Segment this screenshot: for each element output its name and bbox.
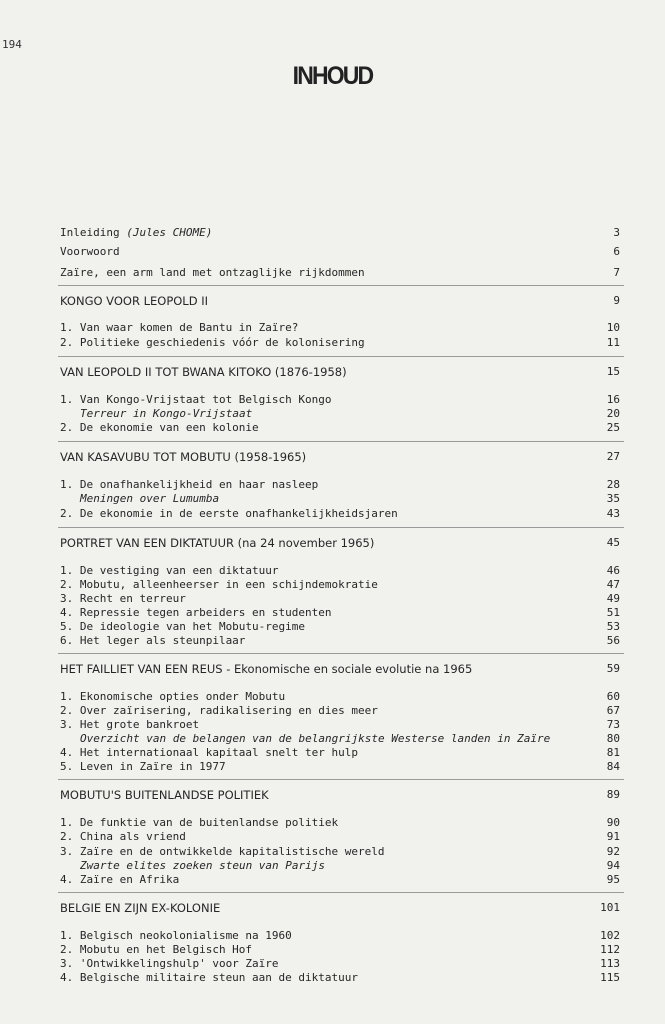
toc-entry-page: 113 <box>600 957 620 970</box>
section-page: 89 <box>606 788 620 801</box>
section-page: 27 <box>606 450 620 463</box>
toc-entry-page: 43 <box>606 507 620 520</box>
toc-entry-page: 28 <box>606 478 620 491</box>
toc-entry-title: 3. Het grote bankroet <box>60 718 200 731</box>
page-number: 194 <box>2 38 22 51</box>
toc-section-heading <box>60 661 620 677</box>
toc-section-heading <box>60 364 620 380</box>
section-page: 15 <box>606 365 620 378</box>
section-title: VAN LEOPOLD II TOT BWANA KITOKO (1876-1958) <box>60 365 347 379</box>
toc-entry-title: 2. Mobutu en het Belgisch Hof <box>60 943 253 956</box>
toc-entry-page: 115 <box>600 971 620 984</box>
toc-entry-title: 1. De onafhankelijkheid en haar nasleep <box>60 478 319 491</box>
toc-entry-page: 84 <box>606 760 620 773</box>
toc-entry <box>60 335 620 351</box>
section-title: HET FAILLIET VAN EEN REUS - Ekonomische en sociale evolutie na 1965 <box>60 662 473 676</box>
toc-entry-page: 7 <box>613 266 620 279</box>
page-title: INHOUD <box>292 62 373 90</box>
divider <box>58 892 624 893</box>
toc-entry-title: 4. Zaïre en Afrika <box>60 873 180 886</box>
toc-entry-title: 1. Belgisch neokolonialisme na 1960 <box>60 929 292 942</box>
toc-entry <box>60 633 620 649</box>
toc-entry-page: 10 <box>606 321 620 334</box>
toc-entry-page: 60 <box>606 690 620 703</box>
toc-section-heading <box>60 293 620 309</box>
toc-entry-page: 49 <box>606 592 620 605</box>
toc-entry-author: (Jules CHOME) <box>126 226 213 239</box>
toc-entry-page: 6 <box>613 245 620 258</box>
toc-entry <box>60 759 620 775</box>
section-page: 59 <box>606 662 620 675</box>
divider <box>58 653 624 654</box>
divider <box>58 285 624 286</box>
toc-entry-title: 1. De vestiging van een diktatuur <box>60 564 279 577</box>
toc-entry-title: Zwarte elites zoeken steun van Parijs <box>80 859 326 872</box>
toc-entry <box>60 506 620 522</box>
section-title: PORTRET VAN EEN DIKTATUUR (na 24 november 1965) <box>60 536 375 550</box>
toc-entry-title: 2. China als vriend <box>60 830 186 843</box>
toc-entry-title: Voorwoord <box>60 245 120 258</box>
toc-entry-page: 16 <box>606 393 620 406</box>
section-page: 101 <box>600 901 620 914</box>
toc-entry-title: 3. 'Ontwikkelingshulp' voor Zaïre <box>60 957 279 970</box>
toc-entry-title: 4. Het internationaal kapitaal snelt ter hulp <box>60 746 359 759</box>
toc-entry <box>60 320 620 336</box>
toc-entry-page: 53 <box>606 620 620 633</box>
section-title: KONGO VOOR LEOPOLD II <box>60 294 209 308</box>
toc-entry-title: 6. Het leger als steunpilaar <box>60 634 246 647</box>
toc-entry <box>60 491 620 507</box>
toc-entry-page: 112 <box>600 943 620 956</box>
toc-entry <box>60 970 620 986</box>
toc-entry <box>60 829 620 845</box>
toc-entry-page: 25 <box>606 421 620 434</box>
section-title: BELGIE EN ZIJN EX-KOLONIE <box>60 901 221 915</box>
toc-entry-page: 73 <box>606 718 620 731</box>
divider <box>58 441 624 442</box>
toc-entry-title: 5. De ideologie van het Mobutu-regime <box>60 620 306 633</box>
toc-entry-page: 92 <box>606 845 620 858</box>
toc-section-heading <box>60 535 620 551</box>
toc-section-heading <box>60 787 620 803</box>
toc-entry-title: 1. Ekonomische opties onder Mobutu <box>60 690 286 703</box>
toc-entry <box>60 872 620 888</box>
toc-entry-page: 80 <box>606 732 620 745</box>
toc-entry <box>60 225 620 241</box>
divider <box>58 356 624 357</box>
toc-entry-page: 46 <box>606 564 620 577</box>
section-page: 9 <box>613 294 620 307</box>
section-page: 45 <box>606 536 620 549</box>
toc-entry-page: 67 <box>606 704 620 717</box>
toc-entry-title: 1. De funktie van de buitenlandse politiek <box>60 816 339 829</box>
toc-entry <box>60 265 620 281</box>
toc-entry-page: 91 <box>606 830 620 843</box>
toc-entry-title: 1. Van Kongo-Vrijstaat tot Belgisch Kongo <box>60 393 332 406</box>
toc-entry-title: 2. Over zaïrisering, radikalisering en dies meer <box>60 704 378 717</box>
toc-entry-title: 1. Van waar komen de Bantu in Zaïre? <box>60 321 299 334</box>
divider <box>58 779 624 780</box>
toc-entry-title: Terreur in Kongo-Vrijstaat <box>80 407 253 420</box>
toc-entry-title: 2. De ekonomie van een kolonie <box>60 421 259 434</box>
toc-entry-title: Meningen over Lumumba <box>80 492 220 505</box>
section-title: MOBUTU'S BUITENLANDSE POLITIEK <box>60 788 269 802</box>
toc-entry-title: 3. Zaïre en de ontwikkelde kapitalistische wereld <box>60 845 385 858</box>
toc-entry-title: Inleiding <box>60 226 127 239</box>
toc-entry-title: 2. De ekonomie in de eerste onafhankelijkheidsjaren <box>60 507 398 520</box>
toc-entry-page: 35 <box>606 492 620 505</box>
toc-entry-page: 20 <box>606 407 620 420</box>
toc-entry-page: 47 <box>606 578 620 591</box>
toc-entry-title: Overzicht van de belangen van de belangrijkste Westerse landen in Zaïre <box>80 732 551 745</box>
toc-entry-page: 11 <box>606 336 620 349</box>
toc-entry-page: 102 <box>600 929 620 942</box>
toc-entry-title: Zaïre, een arm land met ontzaglijke rijkdommen <box>60 266 365 279</box>
toc-entry-title: 4. Belgische militaire steun aan de diktatuur <box>60 971 359 984</box>
toc-entry-page: 81 <box>606 746 620 759</box>
toc-entry-page: 3 <box>613 226 620 239</box>
toc-entry-page: 94 <box>606 859 620 872</box>
toc-entry-page: 95 <box>606 873 620 886</box>
divider <box>58 527 624 528</box>
toc-entry-page: 51 <box>606 606 620 619</box>
toc-entry-title: 2. Politieke geschiedenis vóór de kolonisering <box>60 336 365 349</box>
section-title: VAN KASAVUBU TOT MOBUTU (1958-1965) <box>60 450 307 464</box>
toc-section-heading <box>60 900 620 916</box>
toc-entry <box>60 420 620 436</box>
toc-entry-title: 2. Mobutu, alleenheerser in een schijndemokratie <box>60 578 378 591</box>
toc-entry-title: 3. Recht en terreur <box>60 592 186 605</box>
toc-entry-page: 90 <box>606 816 620 829</box>
toc-entry-title: 4. Repressie tegen arbeiders en studenten <box>60 606 332 619</box>
toc-entry-page: 56 <box>606 634 620 647</box>
toc-section-heading <box>60 449 620 465</box>
toc-entry-title: 5. Leven in Zaïre in 1977 <box>60 760 226 773</box>
toc-entry <box>60 244 620 260</box>
